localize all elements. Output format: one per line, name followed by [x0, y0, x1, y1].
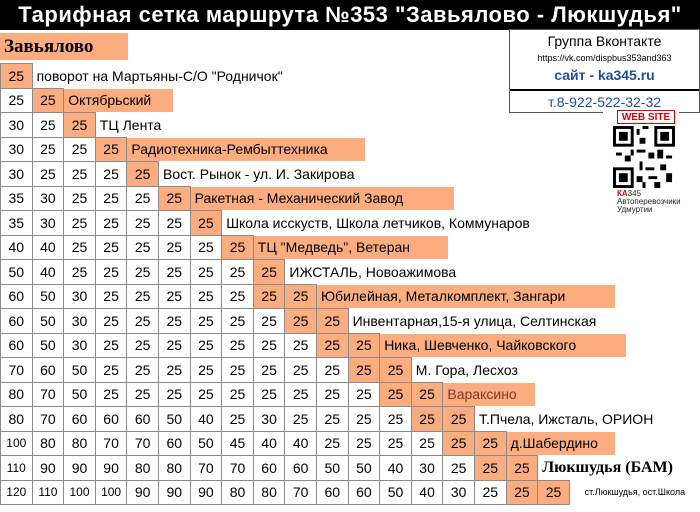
stop-label: М. Гора, Лесхоз	[415, 361, 518, 378]
fare-cell: 80	[63, 431, 96, 457]
fare-cell: 30	[32, 186, 65, 212]
fare-cell: 70	[95, 431, 128, 457]
page-title: Тарифная сетка маршрута №353 "Завьялово - Люкшудья"	[0, 0, 700, 30]
fare-cell: 30	[63, 284, 96, 310]
fare-cell: 25	[158, 210, 191, 236]
fare-cell: 50	[63, 382, 96, 408]
fare-cell: 25	[316, 308, 349, 334]
fare-cell: 120	[0, 480, 33, 506]
fare-cell: 25	[284, 357, 317, 383]
fare-cell: 25	[411, 431, 444, 457]
fare-cell: 110	[0, 455, 33, 481]
fare-cell: 45	[221, 431, 254, 457]
fare-cell: 25	[126, 259, 159, 285]
fare-cell: 25	[348, 431, 381, 457]
fare-cell: 80	[221, 480, 254, 506]
fare-cell: 25	[221, 235, 254, 261]
fare-cell: 25	[158, 382, 191, 408]
fare-cell: 25	[158, 308, 191, 334]
stop-label: Вост. Рынок - ул. И. Закирова	[163, 165, 355, 182]
fare-cell: 25	[158, 357, 191, 383]
stop-label: ст.Люкшудья, ост.Школа	[584, 487, 686, 498]
fare-cell: 25	[190, 382, 223, 408]
fare-grid	[0, 30, 700, 512]
fare-cell: 25	[126, 357, 159, 383]
fare-cell: 90	[63, 455, 96, 481]
fare-cell: 25	[253, 259, 286, 285]
fare-cell: 25	[190, 333, 223, 359]
stop-label: ТЦ Лента	[99, 116, 162, 133]
stop-label: Люкшудья (БАМ)	[542, 458, 673, 476]
fare-cell: 25	[253, 284, 286, 310]
fare-cell: 25	[63, 235, 96, 261]
fare-cell: 25	[95, 161, 128, 187]
fare-cell: 25	[32, 137, 65, 163]
fare-cell: 25	[474, 431, 507, 457]
fare-cell: 25	[379, 357, 412, 383]
fare-cell: 40	[253, 431, 286, 457]
stop-label: Т.Пчела, Ижсталь, ОРИОН	[479, 410, 654, 427]
fare-cell: 25	[158, 235, 191, 261]
stop-label: Радиотехника-Рембыттехника	[127, 138, 365, 162]
fare-cell: 25	[95, 333, 128, 359]
fare-cell: 25	[284, 308, 317, 334]
fare-cell: 25	[126, 382, 159, 408]
stop-label: ТЦ "Медведь", Ветеран	[254, 236, 449, 260]
fare-cell: 25	[253, 333, 286, 359]
vk-group-link[interactable]: https://vk.com/dispbus353and363	[537, 53, 672, 63]
fare-cell: 70	[284, 480, 317, 506]
fare-cell: 25	[411, 382, 444, 408]
stop-label: Юбилейная, Металкомплект, Зангари	[317, 285, 615, 309]
fare-cell: 60	[0, 333, 33, 359]
fare-cell: 60	[348, 480, 381, 506]
fare-cell: 25	[474, 480, 507, 506]
fare-cell: 35	[0, 210, 33, 236]
fare-cell: 100	[95, 480, 128, 506]
fare-cell: 25	[190, 308, 223, 334]
fare-cell: 25	[95, 210, 128, 236]
fare-cell: 40	[0, 235, 33, 261]
fare-cell: 25	[442, 406, 475, 432]
fare-cell: 40	[411, 480, 444, 506]
fare-cell: 60	[316, 480, 349, 506]
fare-cell: 70	[126, 431, 159, 457]
fare-cell: 25	[379, 406, 412, 432]
fare-cell: 50	[32, 284, 65, 310]
fare-cell: 100	[63, 480, 96, 506]
stop-label: поворот на Мартьяны-С/О "Родничок"	[36, 67, 283, 84]
fare-cell: 90	[158, 480, 191, 506]
fare-cell: 30	[411, 455, 444, 481]
fare-cell: 25	[190, 235, 223, 261]
fare-cell: 25	[221, 259, 254, 285]
stop-label: Ракетная - Механический Завод	[191, 187, 454, 211]
stop-label: Инвентарная,15-я улица, Селтинская	[352, 312, 597, 329]
fare-cell: 90	[95, 455, 128, 481]
fare-cell: 80	[158, 455, 191, 481]
fare-cell: 25	[126, 235, 159, 261]
fare-cell: 25	[316, 431, 349, 457]
fare-cell: 25	[348, 382, 381, 408]
fare-cell: 25	[253, 308, 286, 334]
fare-cell: 30	[0, 137, 33, 163]
fare-cell: 25	[442, 455, 475, 481]
vk-group-label: Группа Вконтакте	[547, 33, 662, 49]
fare-cell: 60	[0, 284, 33, 310]
fare-cell: 25	[316, 333, 349, 359]
fare-cell: 60	[158, 431, 191, 457]
fare-cell: 80	[253, 480, 286, 506]
fare-cell: 25	[126, 210, 159, 236]
fare-cell: 25	[253, 357, 286, 383]
fare-cell: 25	[63, 210, 96, 236]
stop-label: Школа исскуств, Школа летчиков, Коммунаров	[226, 214, 530, 231]
fare-cell: 30	[253, 406, 286, 432]
fare-cell: 80	[0, 406, 33, 432]
fare-cell: 60	[284, 455, 317, 481]
fare-cell: 50	[348, 455, 381, 481]
fare-cell: 60	[95, 406, 128, 432]
fare-cell: 25	[221, 284, 254, 310]
fare-cell: 25	[95, 259, 128, 285]
stop-label: д.Шабердино	[507, 432, 616, 456]
fare-cell: 40	[32, 259, 65, 285]
fare-cell: 50	[32, 308, 65, 334]
fare-cell: 25	[126, 161, 159, 187]
fare-cell: 70	[221, 455, 254, 481]
fare-cell: 25	[158, 259, 191, 285]
stop-label: ИЖСТАЛЬ, Новоажимова	[289, 263, 457, 280]
fare-cell: 25	[95, 284, 128, 310]
fare-cell: 90	[190, 480, 223, 506]
fare-cell: 25	[190, 259, 223, 285]
fare-cell: 25	[284, 284, 317, 310]
stop-label: Октябрьский	[64, 89, 173, 113]
fare-cell: 25	[474, 455, 507, 481]
fare-cell: 40	[190, 406, 223, 432]
fare-cell: 25	[348, 333, 381, 359]
fare-cell: 110	[32, 480, 65, 506]
website-link[interactable]: сайт - ka345.ru	[554, 67, 655, 83]
fare-cell: 25	[190, 210, 223, 236]
fare-cell: 25	[95, 382, 128, 408]
fare-cell: 30	[442, 480, 475, 506]
fare-cell: 25	[63, 161, 96, 187]
fare-cell: 25	[126, 186, 159, 212]
fare-cell: 80	[0, 382, 33, 408]
fare-cell: 30	[0, 161, 33, 187]
fare-cell: 25	[348, 357, 381, 383]
fare-cell: 25	[63, 259, 96, 285]
fare-cell: 25	[95, 186, 128, 212]
fare-cell: 50	[190, 431, 223, 457]
fare-cell: 50	[379, 480, 412, 506]
fare-cell: 60	[63, 406, 96, 432]
fare-cell: 25	[95, 357, 128, 383]
fare-cell: 25	[284, 333, 317, 359]
fare-cell: 25	[411, 406, 444, 432]
fare-cell: 60	[126, 406, 159, 432]
fare-cell: 25	[506, 455, 539, 481]
fare-cell: 25	[158, 284, 191, 310]
fare-cell: 25	[126, 308, 159, 334]
fare-cell: 25	[316, 406, 349, 432]
fare-cell: 25	[221, 382, 254, 408]
fare-cell: 25	[158, 333, 191, 359]
fare-cell: 25	[190, 284, 223, 310]
fare-cell: 25	[379, 382, 412, 408]
fare-cell: 60	[0, 308, 33, 334]
fare-cell: 80	[32, 431, 65, 457]
fare-cell: 30	[32, 210, 65, 236]
fare-cell: 25	[284, 406, 317, 432]
fare-cell: 25	[126, 284, 159, 310]
fare-cell: 25	[0, 63, 33, 89]
fare-cell: 100	[0, 431, 33, 457]
fare-cell: 70	[32, 406, 65, 432]
fare-cell: 25	[190, 357, 223, 383]
fare-cell: 25	[221, 406, 254, 432]
fare-cell: 50	[32, 333, 65, 359]
fare-cell: 70	[190, 455, 223, 481]
fare-cell: 25	[32, 161, 65, 187]
fare-cell: 40	[32, 235, 65, 261]
fare-cell: 25	[63, 186, 96, 212]
fare-cell: 25	[316, 382, 349, 408]
fare-cell: 35	[0, 186, 33, 212]
fare-cell: 80	[126, 455, 159, 481]
fare-cell: 25	[348, 406, 381, 432]
fare-cell: 50	[316, 455, 349, 481]
company-logo: КА345 Автоперевозчики Удмуртии	[617, 189, 681, 214]
fare-cell: 25	[95, 235, 128, 261]
fare-cell: 25	[537, 480, 570, 506]
fare-cell: 25	[379, 431, 412, 457]
fare-cell: 50	[158, 406, 191, 432]
fare-cell: 25	[158, 186, 191, 212]
fare-cell: 25	[221, 308, 254, 334]
fare-cell: 25	[126, 333, 159, 359]
fare-cell: 25	[221, 333, 254, 359]
fare-cell: 60	[253, 455, 286, 481]
fare-cell: 25	[506, 480, 539, 506]
fare-cell: 90	[32, 455, 65, 481]
fare-cell: 25	[442, 431, 475, 457]
fare-cell: 25	[95, 308, 128, 334]
fare-cell: 25	[95, 137, 128, 163]
stop-label: Ника, Шевченко, Чайковского	[380, 334, 626, 358]
fare-cell: 50	[63, 357, 96, 383]
fare-cell: 70	[32, 382, 65, 408]
fare-cell: 60	[32, 357, 65, 383]
fare-cell: 25	[63, 112, 96, 138]
fare-cell: 25	[284, 382, 317, 408]
fare-cell: 90	[126, 480, 159, 506]
fare-cell: 50	[0, 259, 33, 285]
fare-cell: 70	[0, 357, 33, 383]
phone-number: т.8-922-522-32-32	[547, 94, 662, 110]
stop-label: Вараксино	[443, 383, 534, 407]
fare-cell: 25	[316, 357, 349, 383]
fare-cell: 30	[0, 112, 33, 138]
fare-cell: 30	[63, 333, 96, 359]
fare-cell: 25	[221, 357, 254, 383]
fare-cell: 25	[32, 112, 65, 138]
fare-cell: 40	[379, 455, 412, 481]
start-stop-label: Завьялово	[0, 33, 128, 60]
web-site-badge: WEB SITE	[617, 110, 675, 124]
fare-cell: 30	[63, 308, 96, 334]
fare-cell: 25	[63, 137, 96, 163]
fare-cell: 25	[253, 382, 286, 408]
fare-cell: 25	[32, 88, 65, 114]
fare-cell: 25	[0, 88, 33, 114]
fare-cell: 40	[284, 431, 317, 457]
